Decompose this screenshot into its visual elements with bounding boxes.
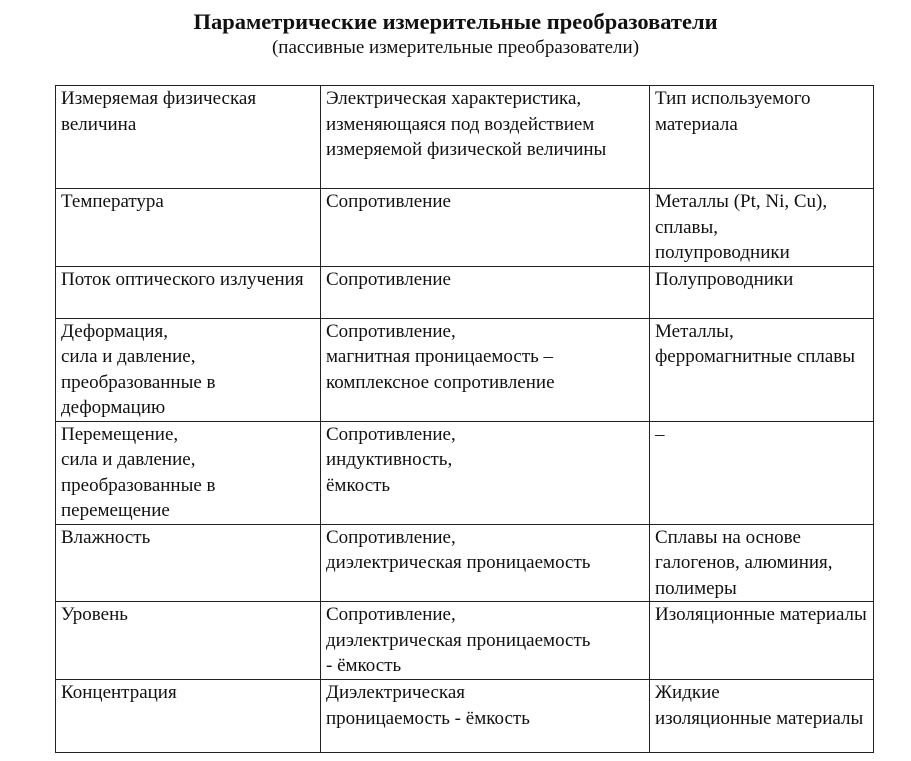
cell-material-type: Жидкие изоляционные материалы — [650, 680, 874, 753]
table-header-row — [56, 86, 874, 189]
cell-electrical-characteristic: Сопротивление, диэлектрическая проницаемость — [321, 524, 650, 602]
cell-material-type: Изоляционные материалы — [650, 602, 874, 680]
cell-electrical-characteristic: Сопротивление, магнитная проницаемость – комплексное сопротивление — [321, 318, 650, 421]
cell-measured-quantity: Поток оптического излучения — [56, 266, 321, 318]
cell-electrical-characteristic: Сопротивление — [321, 266, 650, 318]
cell-material-type: Металлы (Pt, Ni, Cu), сплавы, полупроводники — [650, 189, 874, 267]
table-row — [56, 266, 874, 318]
cell-material-type: Полупроводники — [650, 266, 874, 318]
table-row — [56, 680, 874, 753]
cell-material-type: Металлы, ферромагнитные сплавы — [650, 318, 874, 421]
document-title: Параметрические измерительные преобразователи — [193, 9, 718, 34]
header-electrical-characteristic: Электрическая характеристика, изменяющаяся под воздействием измеряемой физической величины — [321, 86, 650, 189]
cell-electrical-characteristic: Сопротивление — [321, 189, 650, 267]
cell-measured-quantity: Влажность — [56, 524, 321, 602]
table-row — [56, 421, 874, 524]
cell-electrical-characteristic: Сопротивление, диэлектрическая проницаемость - ёмкость — [321, 602, 650, 680]
header-material-type: Тип используемого материала — [650, 86, 874, 189]
cell-material-type: Сплавы на основе галогенов, алюминия, полимеры — [650, 524, 874, 602]
cell-material-type: – — [650, 421, 874, 524]
transducer-table — [55, 85, 874, 753]
table-row — [56, 189, 874, 267]
table-row — [56, 524, 874, 602]
cell-measured-quantity: Концентрация — [56, 680, 321, 753]
cell-measured-quantity: Деформация, сила и давление, преобразованные в деформацию — [56, 318, 321, 421]
cell-electrical-characteristic: Диэлектрическая проницаемость - ёмкость — [321, 680, 650, 753]
cell-measured-quantity: Уровень — [56, 602, 321, 680]
table-row — [56, 318, 874, 421]
header-measured-quantity: Измеряемая физическая величина — [56, 86, 321, 189]
cell-measured-quantity: Перемещение, сила и давление, преобразованные в перемещение — [56, 421, 321, 524]
document-subtitle: (пассивные измерительные преобразователи) — [271, 37, 640, 58]
cell-measured-quantity: Температура — [56, 189, 321, 267]
cell-electrical-characteristic: Сопротивление, индуктивность, ёмкость — [321, 421, 650, 524]
table-row — [56, 602, 874, 680]
